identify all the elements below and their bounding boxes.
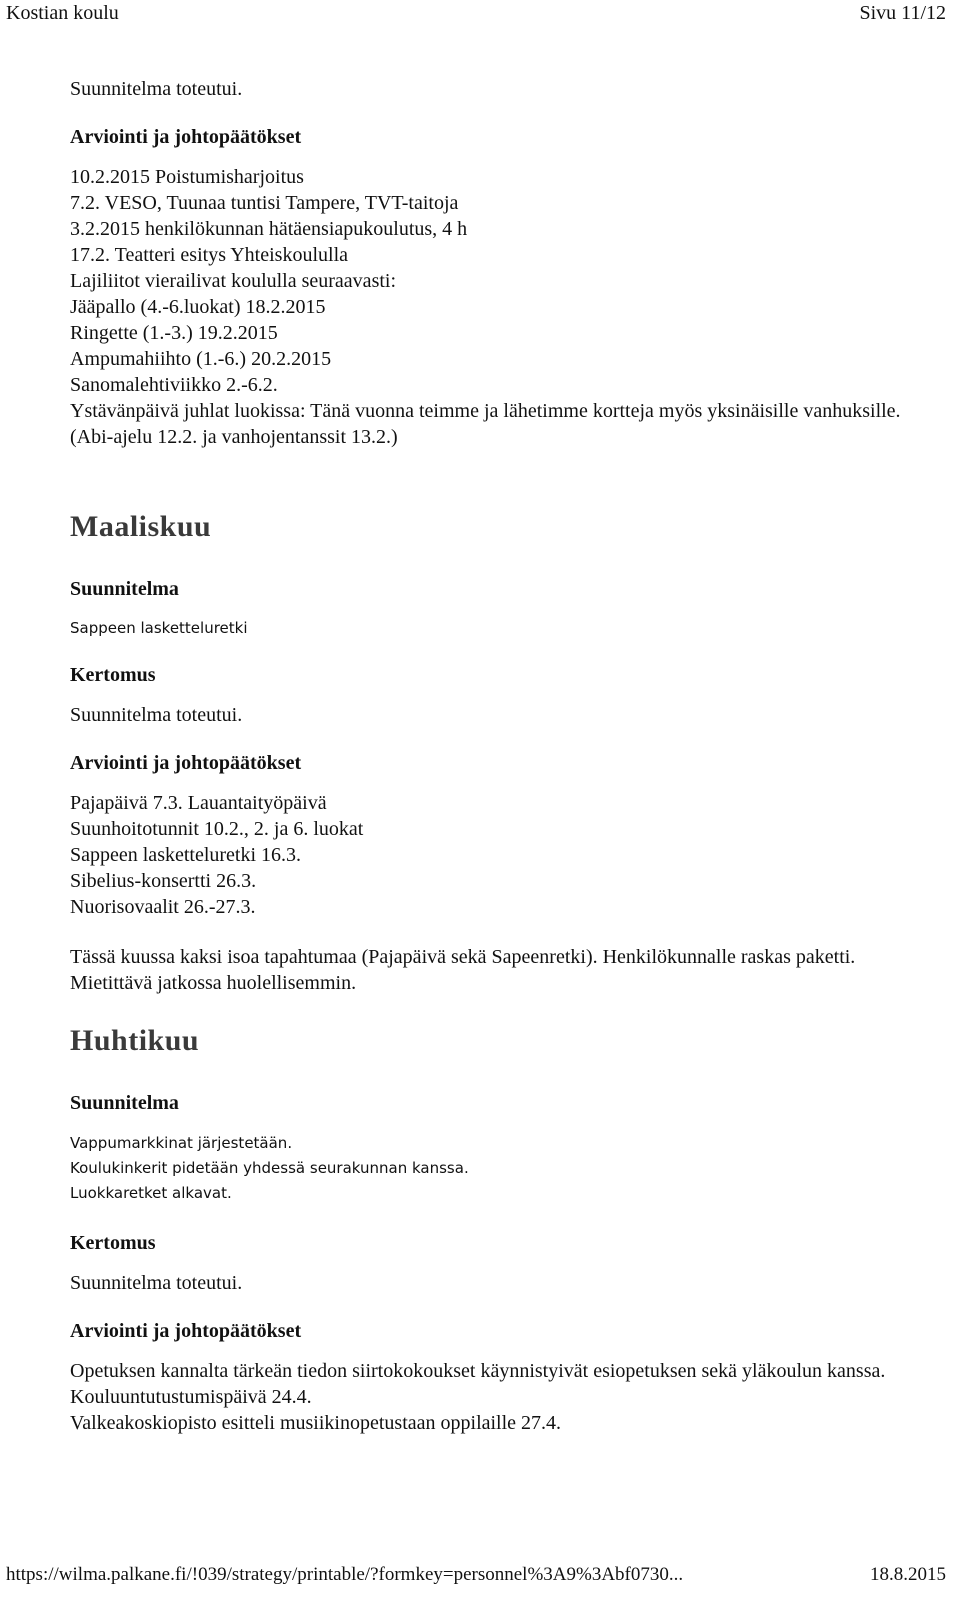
- march-eval-line: Pajapäivä 7.3. Lauantaityöpäivä: [70, 792, 327, 814]
- march-eval-line: Nuorisovaalit 26.-27.3.: [70, 896, 256, 918]
- april-plan-line: Koulukinkerit pidetään yhdessä seurakunnan kanssa.: [70, 1159, 469, 1177]
- feb-report-text: Suunnitelma toteutui.: [70, 78, 243, 100]
- feb-eval-heading: Arviointi ja johtopäätökset: [70, 126, 302, 148]
- header-page-number: Sivu 11/12: [859, 2, 946, 24]
- feb-eval-line: 3.2.2015 henkilökunnan hätäensiapukoulutus, 4 h: [70, 218, 468, 240]
- march-plan-line: Sappeen lasketteluretki: [70, 619, 248, 637]
- april-eval-list: [70, 1358, 940, 1436]
- march-report-text: Suunnitelma toteutui.: [70, 704, 243, 726]
- march-eval-line: Sappeen lasketteluretki 16.3.: [70, 844, 302, 866]
- feb-eval-line: 7.2. VESO, Tuunaa tuntisi Tampere, TVT-taitoja: [70, 192, 459, 214]
- march-eval-heading: Arviointi ja johtopäätökset: [70, 752, 302, 774]
- footer-url: https://wilma.palkane.fi/!039/strategy/printable/?formkey=personnel%3A9%3Abf0730...: [6, 1564, 684, 1585]
- march-eval-line: Sibelius-konsertti 26.3.: [70, 870, 257, 892]
- feb-eval-line: Ampumahiihto (1.-6.) 20.2.2015: [70, 348, 332, 370]
- feb-eval-line: Jääpallo (4.-6.luokat) 18.2.2015: [70, 296, 326, 318]
- feb-eval-list: [70, 164, 940, 450]
- april-plan-heading: Suunnitelma: [70, 1092, 179, 1114]
- april-report-text: Suunnitelma toteutui.: [70, 1272, 243, 1294]
- april-plan-line: Vappumarkkinat järjestetään.: [70, 1134, 293, 1152]
- march-plan-list: [70, 616, 248, 641]
- april-plan-line: Luokkaretket alkavat.: [70, 1184, 232, 1202]
- april-report-heading: Kertomus: [70, 1232, 156, 1254]
- footer-print-date: 18.8.2015: [870, 1564, 946, 1585]
- feb-eval-line: 17.2. Teatteri esitys Yhteiskoululla: [70, 244, 348, 266]
- march-report-heading: Kertomus: [70, 664, 156, 686]
- march-eval-line: Suunhoitotunnit 10.2., 2. ja 6. luokat: [70, 818, 364, 840]
- feb-eval-line: Ystävänpäivä juhlat luokissa: Tänä vuonna teimme ja lähetimme kortteja myös yksinäisille vanhuksille.: [70, 400, 901, 422]
- march-title: Maaliskuu: [70, 510, 212, 543]
- feb-eval-line: 10.2.2015 Poistumisharjoitus: [70, 166, 304, 188]
- feb-eval-line: Ringette (1.-3.) 19.2.2015: [70, 322, 278, 344]
- april-title: Huhtikuu: [70, 1024, 200, 1057]
- header-school-name: Kostian koulu: [6, 2, 119, 24]
- feb-eval-line: Lajiliitot vierailivat koululla seuraavasti:: [70, 270, 397, 292]
- april-eval-line: Valkeakoskiopisto esitteli musiikinopetustaan oppilaille 27.4.: [70, 1412, 562, 1434]
- march-plan-heading: Suunnitelma: [70, 578, 179, 600]
- april-eval-heading: Arviointi ja johtopäätökset: [70, 1320, 302, 1342]
- march-eval-list: [70, 790, 363, 920]
- april-eval-line: Opetuksen kannalta tärkeän tiedon siirtokokoukset käynnistyivät esiopetuksen sekä yläkoulun kanssa.: [70, 1360, 886, 1382]
- march-eval-note: Tässä kuussa kaksi isoa tapahtumaa (Pajapäivä sekä Sapeenretki). Henkilökunnalle raskas paketti. Mietittävä jatkossa huolellisemmin.: [70, 946, 856, 994]
- feb-eval-line: Sanomalehtiviikko 2.-6.2.: [70, 374, 278, 396]
- feb-eval-line: (Abi-ajelu 12.2. ja vanhojentanssit 13.2.): [70, 426, 398, 448]
- april-plan-list: [70, 1131, 469, 1206]
- april-eval-line: Kouluuntutustumispäivä 24.4.: [70, 1386, 312, 1408]
